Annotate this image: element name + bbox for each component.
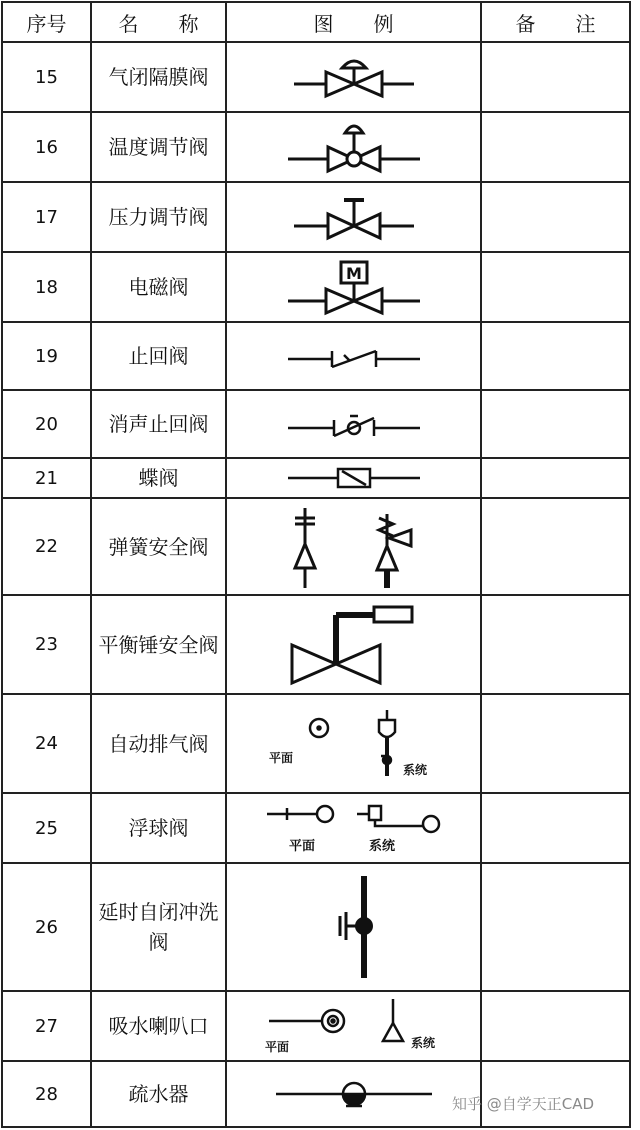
row-name: 自动排气阀 bbox=[91, 694, 226, 793]
row-name: 蝶阀 bbox=[91, 458, 226, 498]
delay-self-closing-flush-valve-icon bbox=[284, 872, 424, 982]
row-name: 弹簧安全阀 bbox=[91, 498, 226, 595]
table-row bbox=[2, 322, 630, 390]
row-name: 吸水喇叭口 bbox=[91, 991, 226, 1061]
solenoid-valve-icon bbox=[284, 257, 424, 317]
row-name: 疏水器 bbox=[91, 1061, 226, 1127]
row-name: 电磁阀 bbox=[91, 252, 226, 322]
row-seq: 28 bbox=[2, 1061, 91, 1127]
row-remark bbox=[481, 498, 630, 595]
row-seq: 18 bbox=[2, 252, 91, 322]
symbol-cell bbox=[226, 182, 481, 252]
solenoid-label: M bbox=[345, 264, 362, 283]
steam-trap-icon bbox=[274, 1074, 434, 1114]
table-row bbox=[2, 793, 630, 863]
row-remark bbox=[481, 595, 630, 694]
table-row bbox=[2, 252, 630, 322]
symbol-cell bbox=[226, 390, 481, 458]
header-symbol: 图 例 bbox=[226, 2, 481, 42]
row-seq: 17 bbox=[2, 182, 91, 252]
table-row bbox=[2, 498, 630, 595]
table-row bbox=[2, 991, 630, 1061]
row-remark bbox=[481, 182, 630, 252]
row-name: 延时自闭冲洗阀 bbox=[91, 863, 226, 991]
symbol-cell bbox=[226, 42, 481, 112]
counterweight-safety-valve-icon bbox=[284, 601, 424, 689]
temperature-control-valve-icon bbox=[284, 119, 424, 175]
row-remark bbox=[481, 112, 630, 182]
silent-check-valve-icon bbox=[284, 408, 424, 440]
row-name: 浮球阀 bbox=[91, 793, 226, 863]
row-seq: 24 bbox=[2, 694, 91, 793]
row-seq: 25 bbox=[2, 793, 91, 863]
row-name: 消声止回阀 bbox=[91, 390, 226, 458]
row-remark bbox=[481, 322, 630, 390]
pressure-control-valve-icon bbox=[284, 192, 424, 242]
row-name: 气闭隔膜阀 bbox=[91, 42, 226, 112]
row-remark bbox=[481, 42, 630, 112]
row-remark bbox=[481, 390, 630, 458]
system-label: 系统 bbox=[402, 762, 427, 777]
symbol-cell bbox=[226, 252, 481, 322]
row-name: 平衡锤安全阀 bbox=[91, 595, 226, 694]
row-remark bbox=[481, 252, 630, 322]
header-remark: 备 注 bbox=[481, 2, 630, 42]
row-remark bbox=[481, 458, 630, 498]
symbol-cell bbox=[226, 1061, 481, 1127]
row-name: 止回阀 bbox=[91, 322, 226, 390]
watermark: 知乎 @自学天正CAD bbox=[452, 1095, 595, 1113]
row-seq: 19 bbox=[2, 322, 91, 390]
symbol-cell bbox=[226, 793, 481, 863]
row-remark bbox=[481, 793, 630, 863]
table-row bbox=[2, 42, 630, 112]
system-label: 系统 bbox=[368, 839, 395, 854]
table-row bbox=[2, 112, 630, 182]
symbol-cell bbox=[226, 991, 481, 1061]
check-valve-icon bbox=[284, 341, 424, 371]
table-row bbox=[2, 390, 630, 458]
header-row bbox=[2, 2, 630, 42]
row-remark bbox=[481, 991, 630, 1061]
row-seq: 26 bbox=[2, 863, 91, 991]
float-valve-icon bbox=[259, 798, 449, 858]
row-seq: 16 bbox=[2, 112, 91, 182]
table-row bbox=[2, 458, 630, 498]
table-row bbox=[2, 595, 630, 694]
row-seq: 22 bbox=[2, 498, 91, 595]
header-seq: 序号 bbox=[2, 2, 91, 42]
row-seq: 20 bbox=[2, 390, 91, 458]
legend-table bbox=[1, 1, 631, 1128]
system-label: 系统 bbox=[410, 1036, 435, 1050]
spring-safety-valve-icon bbox=[279, 504, 429, 590]
row-seq: 27 bbox=[2, 991, 91, 1061]
suction-bell-mouth-icon bbox=[259, 995, 449, 1057]
symbol-cell bbox=[226, 322, 481, 390]
row-remark bbox=[481, 694, 630, 793]
row-seq: 15 bbox=[2, 42, 91, 112]
symbol-cell bbox=[226, 458, 481, 498]
air-closed-diaphragm-valve-icon bbox=[284, 52, 424, 102]
plan-label: 平面 bbox=[288, 839, 315, 854]
header-name: 名 称 bbox=[91, 2, 226, 42]
symbol-cell bbox=[226, 112, 481, 182]
table-row bbox=[2, 182, 630, 252]
symbol-cell bbox=[226, 595, 481, 694]
symbol-cell bbox=[226, 498, 481, 595]
butterfly-valve-icon bbox=[284, 465, 424, 491]
symbol-cell bbox=[226, 694, 481, 793]
row-seq: 23 bbox=[2, 595, 91, 694]
row-name: 温度调节阀 bbox=[91, 112, 226, 182]
plan-label: 平面 bbox=[264, 1040, 289, 1054]
row-remark bbox=[481, 863, 630, 991]
symbol-cell bbox=[226, 863, 481, 991]
row-seq: 21 bbox=[2, 458, 91, 498]
row-name: 压力调节阀 bbox=[91, 182, 226, 252]
plan-label: 平面 bbox=[268, 750, 293, 765]
table-row bbox=[2, 694, 630, 793]
table-row bbox=[2, 863, 630, 991]
automatic-air-vent-valve-icon bbox=[259, 704, 449, 784]
